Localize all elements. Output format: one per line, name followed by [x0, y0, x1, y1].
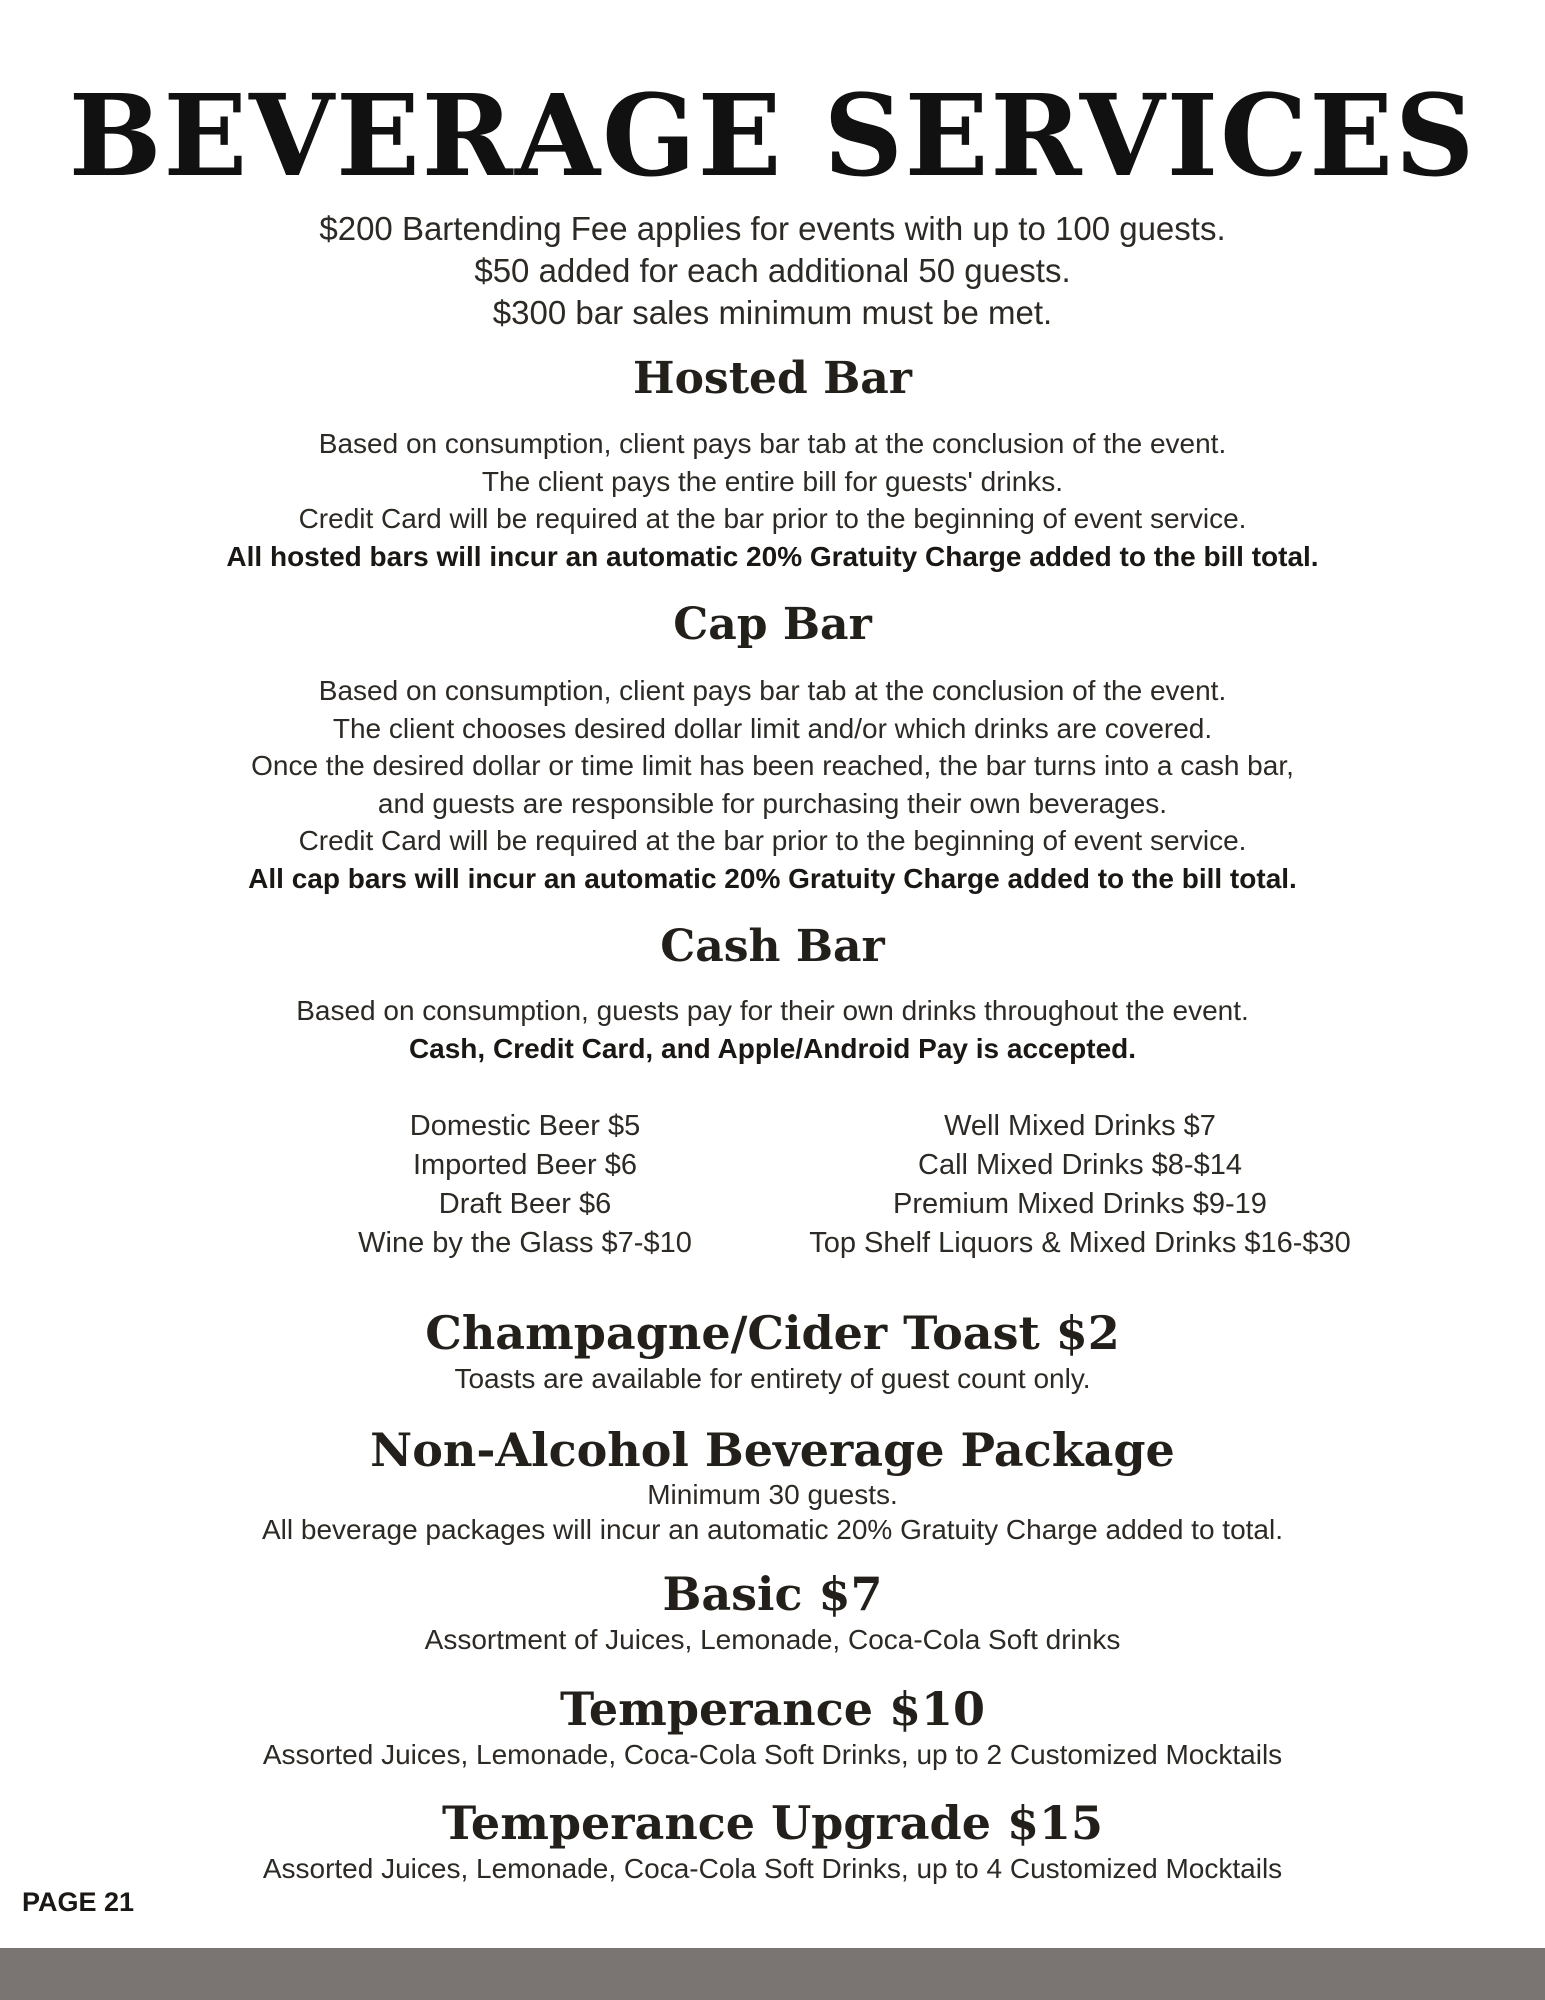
- cap-bar-line: Based on consumption, client pays bar tab at the conclusion of the event.: [318, 675, 1227, 706]
- temperance-description: Assorted Juices, Lemonade, Coca-Cola Soft Drinks, up to 2 Customized Mocktails: [262, 1739, 1283, 1770]
- toast-description: Toasts are available for entirety of guest count only.: [454, 1363, 1091, 1394]
- hosted-bar-gratuity-note: All hosted bars will incur an automatic 20% Gratuity Charge added to the bill total.: [226, 540, 1319, 572]
- price-item: Wine by the Glass $7-$10: [358, 1227, 692, 1259]
- price-item: Premium Mixed Drinks $9-19: [893, 1188, 1267, 1220]
- cap-bar-gratuity-note: All cap bars will incur an automatic 20% Gratuity Charge added to the bill total.: [248, 862, 1297, 894]
- cap-bar-heading: Cap Bar: [673, 599, 872, 650]
- basic-package-heading: Basic $7: [662, 1567, 883, 1621]
- non-alcohol-description: [0, 1477, 1545, 1547]
- cap-bar-description: [0, 672, 1545, 897]
- toast-heading: Champagne/Cider Toast $2: [425, 1306, 1120, 1360]
- price-item: Top Shelf Liquors & Mixed Drinks $16-$30: [809, 1227, 1351, 1259]
- non-alcohol-heading: Non-Alcohol Beverage Package: [370, 1423, 1175, 1477]
- cash-bar-beer-wine-list: [320, 1107, 730, 1263]
- intro-line: $50 added for each additional 50 guests.: [474, 252, 1071, 289]
- price-item: Draft Beer $6: [438, 1188, 612, 1220]
- hosted-bar-line: The client pays the entire bill for guests' drinks.: [481, 465, 1064, 497]
- intro-line: $300 bar sales minimum must be met.: [492, 294, 1053, 331]
- price-item: Well Mixed Drinks $7: [944, 1110, 1216, 1142]
- intro-line: $200 Bartending Fee applies for events with up to 100 guests.: [319, 210, 1226, 247]
- temperance-heading: Temperance $10: [559, 1682, 986, 1736]
- page-title: BEVERAGE SERVICES: [68, 71, 1477, 202]
- cash-bar-payment-note: Cash, Credit Card, and Apple/Android Pay is accepted.: [408, 1032, 1137, 1064]
- page-number: PAGE 21: [22, 1887, 135, 1917]
- cash-bar-mixed-drinks-list: [750, 1107, 1410, 1263]
- cap-bar-line: The client chooses desired dollar limit and/or which drinks are covered.: [332, 712, 1213, 744]
- temperance-upgrade-heading: Temperance Upgrade $15: [441, 1796, 1104, 1850]
- hosted-bar-line: Based on consumption, client pays bar tab at the conclusion of the event.: [318, 428, 1227, 459]
- non-alcohol-line: Minimum 30 guests.: [647, 1479, 898, 1510]
- cap-bar-line: Credit Card will be required at the bar prior to the beginning of event service.: [298, 825, 1247, 856]
- hosted-bar-description: [0, 425, 1545, 575]
- basic-package-description: Assortment of Juices, Lemonade, Coca-Cola Soft drinks: [424, 1624, 1121, 1655]
- footer-bar: [0, 1948, 1545, 2000]
- hosted-bar-heading: Hosted Bar: [633, 353, 912, 404]
- hosted-bar-line: Credit Card will be required at the bar prior to the beginning of event service.: [298, 503, 1247, 534]
- cap-bar-line: and guests are responsible for purchasing their own beverages.: [377, 787, 1168, 819]
- temperance-upgrade-description: Assorted Juices, Lemonade, Coca-Cola Soft Drinks, up to 4 Customized Mocktails: [262, 1853, 1283, 1884]
- non-alcohol-line: All beverage packages will incur an automatic 20% Gratuity Charge added to total.: [261, 1514, 1283, 1545]
- price-item: Domestic Beer $5: [409, 1110, 641, 1142]
- cash-bar-description: [0, 992, 1545, 1067]
- price-item: Call Mixed Drinks $8-$14: [918, 1149, 1242, 1181]
- cap-bar-line: Once the desired dollar or time limit has been reached, the bar turns into a cash bar,: [251, 750, 1294, 781]
- cash-bar-heading: Cash Bar: [660, 921, 885, 972]
- intro-text: [0, 208, 1545, 334]
- cash-bar-line: Based on consumption, guests pay for their own drinks throughout the event.: [296, 995, 1249, 1026]
- price-item: Imported Beer $6: [412, 1149, 638, 1181]
